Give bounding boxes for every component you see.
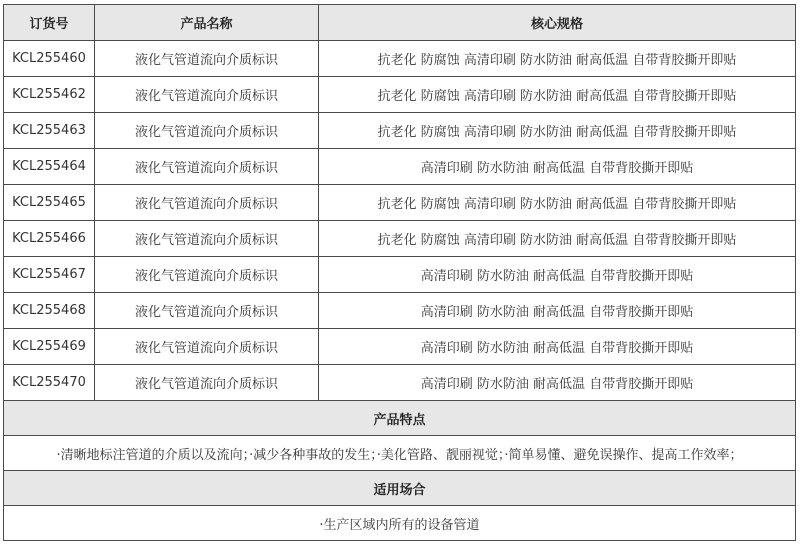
cell-order-no: KCL255467 bbox=[4, 257, 95, 293]
cell-order-no: KCL255464 bbox=[4, 149, 95, 185]
features-title: 产品特点 bbox=[4, 401, 796, 436]
cell-product-name: 液化气管道流向介质标识 bbox=[95, 185, 319, 221]
cell-order-no: KCL255469 bbox=[4, 329, 95, 365]
cell-product-name: 液化气管道流向介质标识 bbox=[95, 329, 319, 365]
cell-product-name: 液化气管道流向介质标识 bbox=[95, 365, 319, 401]
features-text: ·清晰地标注管道的介质以及流向；·减少各种事故的发生；·美化管路、靓丽视觉；·简单易懂、避免误操作、提高工作效率； bbox=[4, 436, 796, 471]
cell-order-no: KCL255466 bbox=[4, 221, 95, 257]
header-order-no: 订货号 bbox=[4, 5, 95, 41]
cell-core-spec: 抗老化 防腐蚀 高清印刷 防水防油 耐高低温 自带背胶撕开即贴 bbox=[319, 113, 796, 149]
cell-core-spec: 高清印刷 防水防油 耐高低温 自带背胶撕开即贴 bbox=[319, 365, 796, 401]
table-row bbox=[4, 149, 796, 185]
cell-product-name: 液化气管道流向介质标识 bbox=[95, 257, 319, 293]
header-core-spec: 核心规格 bbox=[319, 5, 796, 41]
header-product-name: 产品名称 bbox=[95, 5, 319, 41]
features-row bbox=[4, 436, 796, 471]
table-body bbox=[4, 41, 796, 541]
cell-core-spec: 高清印刷 防水防油 耐高低温 自带背胶撕开即贴 bbox=[319, 149, 796, 185]
cell-order-no: KCL255462 bbox=[4, 77, 95, 113]
cell-order-no: KCL255465 bbox=[4, 185, 95, 221]
cell-product-name: 液化气管道流向介质标识 bbox=[95, 113, 319, 149]
cell-product-name: 液化气管道流向介质标识 bbox=[95, 293, 319, 329]
table-row bbox=[4, 113, 796, 149]
product-spec-table bbox=[3, 4, 796, 541]
cell-order-no: KCL255460 bbox=[4, 41, 95, 77]
cell-core-spec: 高清印刷 防水防油 耐高低温 自带背胶撕开即贴 bbox=[319, 257, 796, 293]
applications-text: ·生产区域内所有的设备管道 bbox=[4, 506, 796, 541]
cell-core-spec: 抗老化 防腐蚀 高清印刷 防水防油 耐高低温 自带背胶撕开即贴 bbox=[319, 221, 796, 257]
table-row bbox=[4, 41, 796, 77]
cell-core-spec: 抗老化 防腐蚀 高清印刷 防水防油 耐高低温 自带背胶撕开即贴 bbox=[319, 41, 796, 77]
cell-product-name: 液化气管道流向介质标识 bbox=[95, 77, 319, 113]
cell-order-no: KCL255468 bbox=[4, 293, 95, 329]
table-row bbox=[4, 185, 796, 221]
applications-row bbox=[4, 506, 796, 541]
applications-title: 适用场合 bbox=[4, 471, 796, 506]
table-row bbox=[4, 77, 796, 113]
applications-header-row bbox=[4, 471, 796, 506]
cell-order-no: KCL255463 bbox=[4, 113, 95, 149]
table-row bbox=[4, 221, 796, 257]
cell-core-spec: 高清印刷 防水防油 耐高低温 自带背胶撕开即贴 bbox=[319, 329, 796, 365]
cell-order-no: KCL255470 bbox=[4, 365, 95, 401]
cell-product-name: 液化气管道流向介质标识 bbox=[95, 41, 319, 77]
table-row bbox=[4, 257, 796, 293]
cell-product-name: 液化气管道流向介质标识 bbox=[95, 221, 319, 257]
cell-product-name: 液化气管道流向介质标识 bbox=[95, 149, 319, 185]
table-row bbox=[4, 365, 796, 401]
cell-core-spec: 高清印刷 防水防油 耐高低温 自带背胶撕开即贴 bbox=[319, 293, 796, 329]
cell-core-spec: 抗老化 防腐蚀 高清印刷 防水防油 耐高低温 自带背胶撕开即贴 bbox=[319, 77, 796, 113]
cell-core-spec: 抗老化 防腐蚀 高清印刷 防水防油 耐高低温 自带背胶撕开即贴 bbox=[319, 185, 796, 221]
table-header-row bbox=[4, 5, 796, 41]
table-row bbox=[4, 329, 796, 365]
table-row bbox=[4, 293, 796, 329]
features-header-row bbox=[4, 401, 796, 436]
